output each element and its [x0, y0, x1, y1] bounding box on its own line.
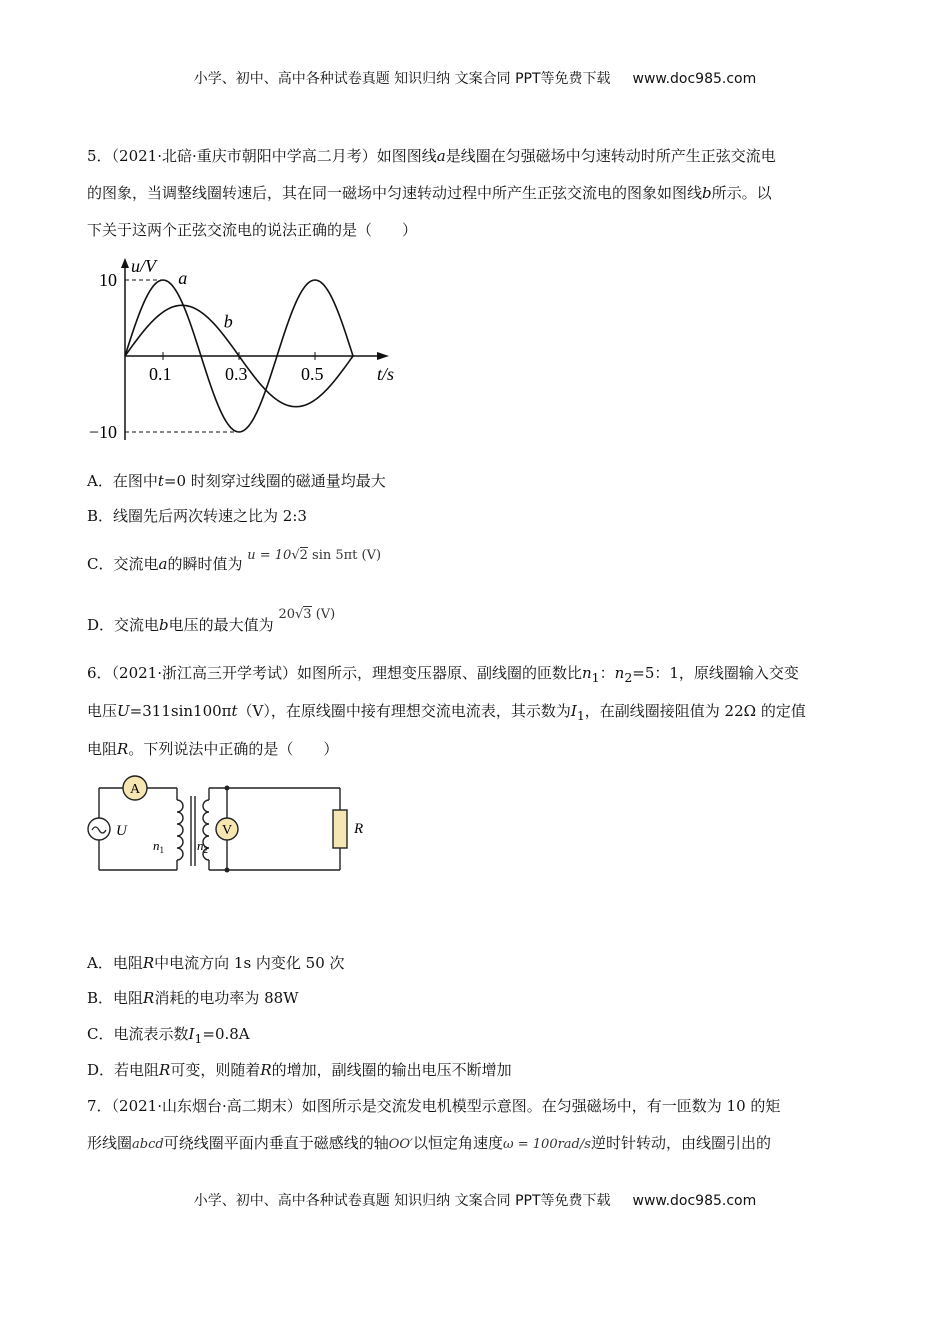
ammeter-label: A — [129, 782, 141, 797]
q6-line3 — [87, 739, 877, 759]
q5-formula-d — [278, 607, 335, 622]
x-tick-label: 0.1 — [149, 364, 172, 384]
opt-var: R — [260, 1061, 272, 1079]
formula-root: 2 — [299, 548, 308, 563]
q6-line1 — [87, 663, 877, 688]
q7-var: ω = 100rad/s — [503, 1137, 591, 1152]
q7-text: 可绕线圈平面内垂直于磁感线的轴 — [163, 1134, 389, 1152]
opt-text: 电压的最大值为 — [168, 616, 274, 634]
opt-var: t — [157, 472, 164, 490]
q6-line2 — [87, 701, 877, 726]
opt-var: a — [158, 555, 168, 573]
q7-text: 以恒定角速度 — [413, 1134, 504, 1152]
q6-option-d[interactable] — [87, 1060, 512, 1080]
q6-text: =311sin100π — [129, 702, 232, 720]
q5-text: 是线圈在匀强磁场中匀速转动时所产生正弦交流电 — [445, 147, 776, 165]
page-footer — [0, 1190, 950, 1210]
y-axis-arrow-icon — [121, 258, 129, 268]
footer-text: 小学、初中、高中各种试卷真题 知识归纳 文案合同 PPT等免费下载 — [193, 1193, 611, 1209]
x-tick-label: 0.3 — [225, 364, 248, 384]
q5-text: 下关于这两个正弦交流电的说法正确的是（ ） — [87, 221, 418, 239]
q6-sub: 1 — [576, 708, 585, 723]
q6-text: （V），在原线圈中接有理想交流电流表，其示数为 — [237, 702, 571, 720]
q6-var: U — [117, 702, 130, 720]
coil2-label — [197, 838, 208, 855]
q7-text: 形线圈 — [87, 1134, 133, 1152]
opt-text: C．交流电 — [87, 555, 159, 573]
series-label-b: b — [223, 311, 233, 332]
header-text: 小学、初中、高中各种试卷真题 知识归纳 文案合同 PPT等免费下载 — [193, 71, 611, 87]
opt-text: D．若电阻 — [87, 1061, 160, 1079]
q6-sub: 2 — [624, 670, 633, 685]
q5-option-c[interactable] — [87, 548, 382, 576]
q5-var-b: b — [702, 184, 712, 202]
x-tick-label: 0.5 — [301, 364, 324, 384]
q6-text: 。下列说法中正确的是（ ） — [128, 740, 339, 758]
opt-var: R — [143, 989, 155, 1007]
opt-text: D．交流电 — [87, 616, 160, 634]
q5-line3 — [87, 220, 877, 240]
opt-text: C．电流表示数 — [87, 1025, 189, 1043]
voltmeter-label: V — [221, 823, 233, 838]
formula-root: 3 — [303, 607, 312, 622]
opt-text: 的增加，副线圈的输出电压不断增加 — [271, 1061, 512, 1079]
q5-text: 所示。以 — [711, 184, 772, 202]
q5-option-a[interactable] — [87, 471, 386, 491]
q6-circuit-diagram — [85, 770, 365, 880]
opt-text: 的瞬时值为 — [167, 555, 243, 573]
q6-var: n — [614, 664, 625, 682]
q7-text: 逆时针转动，由线圈引出的 — [590, 1134, 771, 1152]
q6-text: =5：1，原线圈输入交变 — [632, 664, 799, 682]
coil2-sub: 2 — [203, 845, 208, 855]
series-label-a: a — [178, 268, 188, 288]
coil1-sub: 1 — [159, 845, 164, 855]
q5-option-b[interactable] — [87, 506, 307, 526]
q6-option-a[interactable] — [87, 953, 345, 973]
q7-line2 — [87, 1133, 877, 1155]
opt-text: A．电阻 — [87, 954, 143, 972]
primary-coil — [177, 800, 183, 860]
q6-text: 6．（2021·浙江高三开学考试）如图所示，理想变压器原、副线圈的匝数比 — [87, 664, 582, 682]
opt-text: A．在图中 — [87, 472, 158, 490]
q5-line2 — [87, 183, 877, 203]
q6-text: 电阻 — [87, 740, 118, 758]
junction-dot — [225, 868, 230, 873]
opt-text: B．线圈先后两次转速之比为 2:3 — [87, 507, 307, 525]
x-axis-label: t/s — [377, 364, 395, 384]
page-header — [0, 68, 950, 88]
q7-var: abcd — [132, 1137, 164, 1152]
y-axis-label: u/V — [131, 256, 156, 276]
q6-text: ，在副线圈接阻值为 22Ω 的定值 — [584, 702, 806, 720]
opt-text: 可变，则随着 — [170, 1061, 261, 1079]
header-site: www.doc985.com — [632, 71, 757, 87]
q6-text: ： — [599, 664, 615, 682]
sqrt-sign: √ — [294, 607, 304, 622]
q6-var: t — [231, 702, 238, 720]
opt-text: 中电流方向 1s 内变化 50 次 — [154, 954, 345, 972]
q7-var: OO′ — [388, 1137, 413, 1152]
opt-var: R — [142, 954, 155, 972]
x-axis-arrow-icon — [377, 352, 389, 360]
source-label: U — [116, 823, 127, 839]
opt-var: I — [188, 1025, 195, 1043]
q5-text: 5．（2021·北碚·重庆市朝阳中学高二月考）如图图线 — [87, 147, 437, 165]
formula-part: (V) — [315, 607, 336, 622]
opt-sub: 1 — [194, 1031, 203, 1046]
q6-option-c[interactable] — [87, 1024, 250, 1049]
q5-option-d[interactable] — [87, 607, 336, 637]
q6-var: n — [582, 664, 592, 682]
sqrt-sign: √ — [291, 548, 300, 563]
formula-part: 20 — [278, 607, 295, 622]
y-tick-label: 10 — [99, 270, 117, 290]
q6-text: 电压 — [87, 702, 118, 720]
y-tick-label: −10 — [88, 422, 117, 442]
q6-option-b[interactable] — [87, 988, 299, 1008]
q5-sine-chart — [85, 250, 415, 450]
coil2-n: n — [197, 838, 204, 853]
opt-text: 消耗的电功率为 88W — [154, 989, 299, 1007]
coil1-n: n — [153, 838, 160, 853]
opt-var: b — [159, 616, 169, 634]
q7-text: 7．（2021·山东烟台·高二期末）如图所示是交流发电机模型示意图。在匀强磁场中，有一匝数为 10 的矩 — [87, 1097, 781, 1115]
resistor-icon — [333, 810, 347, 848]
footer-site: www.doc985.com — [632, 1193, 757, 1209]
q5-var-a: a — [436, 147, 446, 165]
opt-text: =0 时刻穿过线圈的磁通量均最大 — [163, 472, 386, 490]
formula-part: u = 10 — [247, 548, 292, 563]
q6-sub: 1 — [591, 670, 600, 685]
opt-text: B．电阻 — [87, 989, 144, 1007]
formula-part: sin 5πt (V) — [312, 548, 382, 563]
q5-formula-c — [247, 548, 381, 563]
q7-line1 — [87, 1096, 877, 1116]
q5-line1 — [87, 146, 877, 166]
q5-text: 的图象，当调整线圈转速后，其在同一磁场中匀速转动过程中所产生正弦交流电的图象如图线 — [87, 184, 703, 202]
opt-var: R — [159, 1061, 171, 1079]
q6-var: R — [117, 740, 129, 758]
opt-text: =0.8A — [202, 1025, 250, 1043]
q6-var: I — [570, 702, 577, 720]
resistor-label: R — [354, 821, 364, 837]
junction-dot — [225, 786, 230, 791]
coil1-label — [153, 838, 164, 855]
